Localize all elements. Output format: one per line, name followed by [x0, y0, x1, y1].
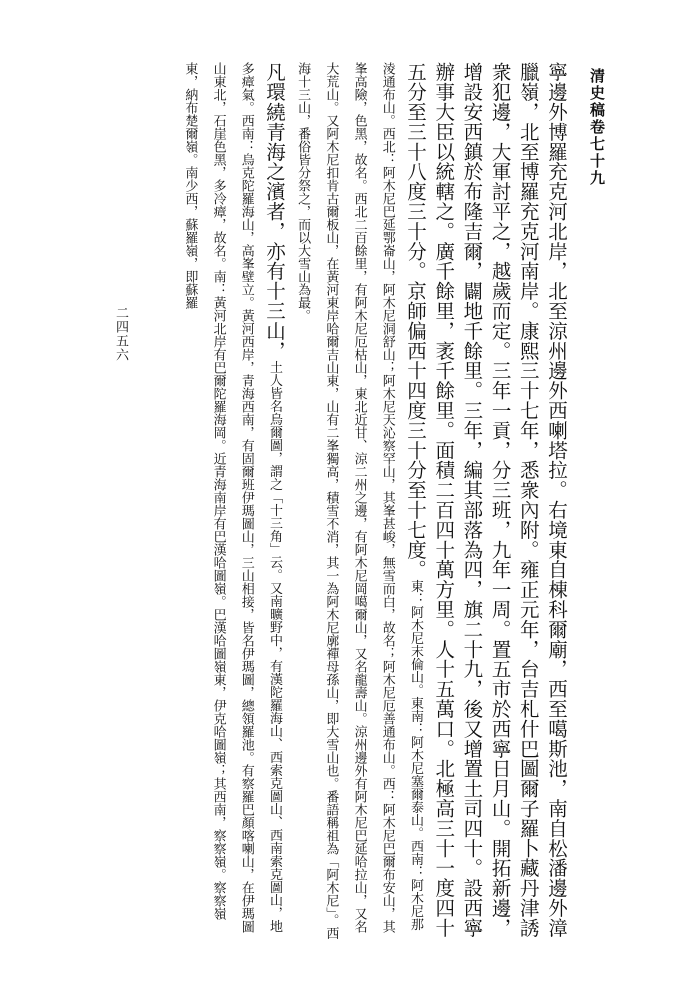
main-text: 凡環繞青海之濱者，亦有十三山， — [262, 62, 286, 361]
main-text: 寧邊外博羅充克河北岸，北至涼州邊外西喇塔拉。右境東自棟科爾廟，西至噶斯池，南自松潘邊外漳臘嶺，北至博羅充克河南岸。康熙三十七年，悉衆內附。雍正元年，台吉札什巴圖爾子羅卜藏丹津誘衆犯邊，大軍討平之，越歲而定。三年一貢，分三班，九年一周。置五市於西寧日月山。開拓新邊，增設安西鎮於布隆吉爾，闢地千餘里。三年，編其部落為四，旗二十九，後又增置土司四十。設西寧辦事大臣以統轄之。廣千餘里，袤千餘里。面積二百四十萬方里。人十五萬口。北極高三十一度四十五分至三十八度三十分。京師偏西十四度三十分至十七度。 — [403, 62, 568, 938]
running-title: 清史稿卷七十九 — [588, 68, 606, 187]
annotation-note: 土人皆名烏爾圖，謂之「十三角」云。又南曠野中，有漢陀羅海山、西索克圖山、西南索克圖山，地多瘴氣。西南：烏克陀羅海山，高峯壁立。黃河西岸，青海西南，有固爾班伊瑪圖山，三山相接，皆名伊瑪圖，總領羅池。有察羅巴顏喀喇山，在伊瑪圖山東北，石崖色黑，多冷瘴，故名。南：黃河北岸有巴爾陀羅海岡。近青海南岸有巴漢哈圖嶺。巴漢哈圖嶺東，伊克哈圖嶺；其西南，察察嶺。察察嶺東，納布楚爾嶺。南少西，蘇羅嶺，即蘇羅 — [182, 62, 282, 933]
paragraph-1 — [288, 62, 570, 942]
page-number: 二四五六 — [113, 306, 128, 362]
main-text-block — [120, 62, 570, 942]
annotation-note: 涼州邊外有阿木尼巴延哈拉山，又名大荒山。又阿木尼扣肯古爾板山，在黃河東岸哈爾吉山東，山有二峯獨高，積雪不消，其一為阿木尼廓禪母孫山，即大雪山也。番語稱祖為「阿木尼」。西海十三山，番俗皆分祭之，而以大雪山為最。 — [295, 62, 367, 940]
paragraph-2 — [175, 62, 288, 942]
annotation-note: 東：阿木尼末倫山。東南：阿木尼塞爾泰山。西南：阿木尼那淩通布山。西北：阿木尼巴延鄂崙山，阿木尼洞舒山；阿木尼天沁察罕山，其峯甚峻，無雪而白，故名；阿木尼厄善通布山。西：阿木尼巴爾布安山，其峯高險，色黑，故名。西北二百餘里，有阿木尼厄枯山，東北近甘、涼二州之邊，有阿木尼岡噶爾山，又名龍壽山。 — [351, 62, 423, 933]
